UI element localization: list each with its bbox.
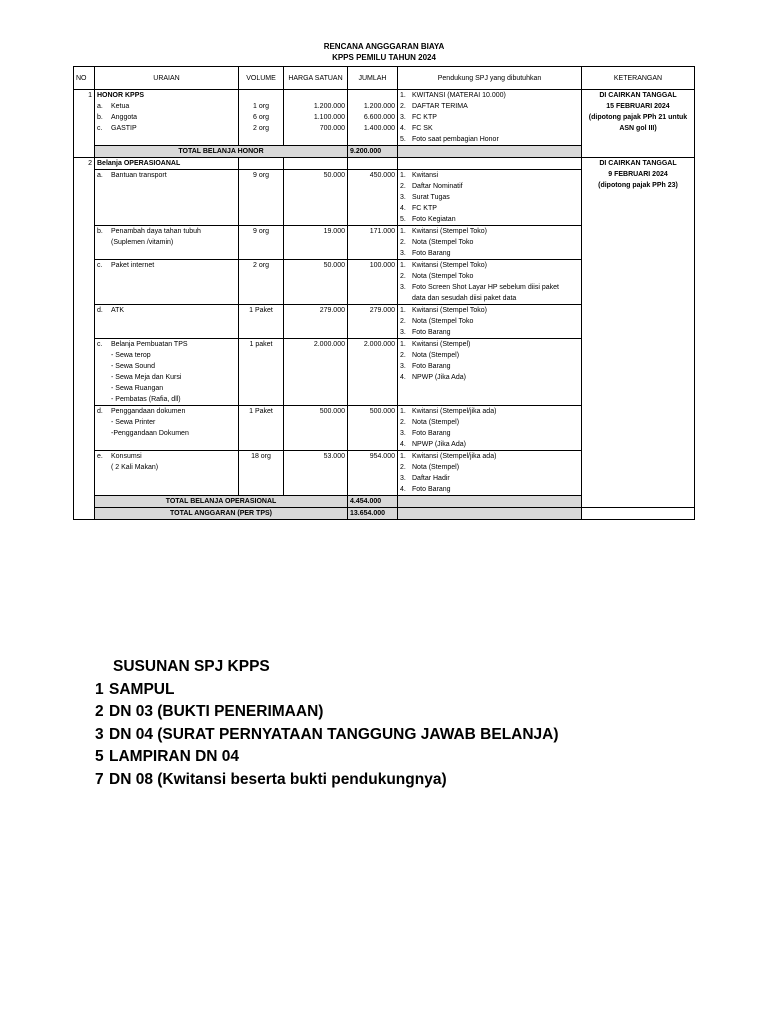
- doc-number: 4.: [400, 486, 406, 493]
- susunan-item-label: DN 08 (Kwitansi beserta bukti pendukungnya): [109, 770, 447, 788]
- pendukung-cell: 3. Foto Barang: [398, 361, 582, 372]
- jumlah-cell: 1.200.000: [348, 101, 398, 112]
- volume-cell: [239, 316, 284, 327]
- uraian-cell: (Suplemen /vitamin): [95, 237, 239, 248]
- pendukung-cell: 3. Foto Barang: [398, 428, 582, 439]
- item-letter: c.: [97, 262, 103, 269]
- harga-cell: [284, 462, 348, 473]
- uraian-cell: [95, 327, 239, 339]
- table-cell: [239, 158, 284, 170]
- susunan-item: [95, 679, 559, 702]
- volume-cell: [239, 327, 284, 339]
- susunan-item: [95, 724, 559, 747]
- susunan-item-label: SAMPUL: [109, 680, 175, 698]
- pendukung-cell: 2. Nota (Stempel Toko: [398, 237, 582, 248]
- harga-cell: [284, 248, 348, 260]
- jumlah-cell: [348, 214, 398, 226]
- uraian-cell: [95, 484, 239, 496]
- harga-cell: 700.000: [284, 123, 348, 134]
- uraian-cell: - Sewa Sound: [95, 361, 239, 372]
- table-cell: [398, 158, 582, 170]
- susunan-spj-list: [95, 656, 559, 791]
- susunan-title: SUSUNAN SPJ KPPS: [113, 658, 270, 675]
- grand-total-row: [74, 508, 695, 520]
- harga-cell: [284, 282, 348, 293]
- jumlah-cell: 1.400.000: [348, 123, 398, 134]
- pendukung-cell: 2. DAFTAR TERIMA: [398, 101, 582, 112]
- jumlah-cell: [348, 484, 398, 496]
- jumlah-cell: 279.000: [348, 305, 398, 317]
- total-honor-value: 9.200.000: [348, 146, 398, 158]
- keterangan-line: (dipotong pajak PPh 23): [598, 182, 678, 189]
- doc-number: 2.: [400, 273, 406, 280]
- row-number: 1: [74, 90, 95, 158]
- document-subtitle: KPPS PEMILU TAHUN 2024: [332, 53, 436, 62]
- uraian-cell: [95, 282, 239, 293]
- harga-cell: 19.000: [284, 226, 348, 238]
- jumlah-cell: 100.000: [348, 260, 398, 272]
- volume-cell: [239, 214, 284, 226]
- volume-cell: 1 Paket: [239, 305, 284, 317]
- jumlah-cell: [348, 282, 398, 293]
- uraian-cell: c. GASTIP: [95, 123, 239, 134]
- harga-cell: [284, 214, 348, 226]
- susunan-item-number: 5: [95, 748, 104, 765]
- header-volume: VOLUME: [239, 67, 284, 90]
- header-harga-satuan: HARGA SATUAN: [284, 67, 348, 90]
- header-keterangan: KETERANGAN: [582, 67, 695, 90]
- harga-cell: [284, 417, 348, 428]
- jumlah-cell: [348, 417, 398, 428]
- harga-cell: 53.000: [284, 451, 348, 463]
- total-honor-label: TOTAL BELANJA HONOR: [95, 146, 348, 158]
- harga-cell: [284, 293, 348, 305]
- table-cell: [398, 146, 582, 158]
- harga-cell: 50.000: [284, 170, 348, 182]
- volume-cell: 1 paket: [239, 339, 284, 351]
- harga-cell: [284, 394, 348, 406]
- volume-cell: [239, 237, 284, 248]
- pendukung-cell: [398, 394, 582, 406]
- uraian-cell: b. Anggota: [95, 112, 239, 123]
- header-uraian: URAIAN: [95, 67, 239, 90]
- jumlah-cell: [348, 428, 398, 439]
- pendukung-cell: 1. Kwitansi (Stempel Toko): [398, 260, 582, 272]
- pendukung-cell: 1. Kwitansi (Stempel/jika ada): [398, 406, 582, 418]
- table-cell: [284, 90, 348, 102]
- item-letter: e.: [97, 453, 103, 460]
- pendukung-cell: 1. KWITANSI (MATERAI 10.000): [398, 90, 582, 102]
- jumlah-cell: 954.000: [348, 451, 398, 463]
- harga-cell: 500.000: [284, 406, 348, 418]
- budget-table-body: [74, 67, 695, 520]
- uraian-cell: e. Konsumsi: [95, 451, 239, 463]
- harga-cell: [284, 316, 348, 327]
- operasional-title-row: [74, 158, 695, 170]
- budget-table: [73, 66, 695, 520]
- harga-cell: [284, 181, 348, 192]
- harga-cell: [284, 439, 348, 451]
- document-title: RENCANA ANGGGARAN BIAYA: [323, 42, 445, 51]
- keterangan-line: (dipotong pajak PPh 21 untuk ASN gol III): [588, 114, 688, 132]
- item-letter: c.: [97, 125, 103, 132]
- volume-cell: [239, 282, 284, 293]
- doc-number: 5.: [400, 136, 406, 143]
- susunan-item: [95, 769, 559, 792]
- volume-cell: [239, 372, 284, 383]
- doc-number: 4.: [400, 374, 406, 381]
- volume-cell: [239, 203, 284, 214]
- doc-number: 2.: [400, 352, 406, 359]
- pendukung-cell: 3. Foto Screen Shot Layar HP sebelum diisi paket: [398, 282, 582, 293]
- uraian-cell: [95, 293, 239, 305]
- uraian-cell: - Sewa Printer: [95, 417, 239, 428]
- pendukung-cell: 2. Nota (Stempel Toko: [398, 271, 582, 282]
- jumlah-cell: 500.000: [348, 406, 398, 418]
- pendukung-cell: 4. NPWP (Jika Ada): [398, 439, 582, 451]
- jumlah-cell: [348, 372, 398, 383]
- susunan-items: [95, 679, 559, 792]
- header-jumlah: JUMLAH: [348, 67, 398, 90]
- pendukung-cell: 1. Kwitansi (Stempel/jika ada): [398, 451, 582, 463]
- doc-number: 2.: [400, 239, 406, 246]
- jumlah-cell: [348, 192, 398, 203]
- uraian-cell: [95, 316, 239, 327]
- harga-cell: [284, 271, 348, 282]
- susunan-item: [95, 701, 559, 724]
- harga-cell: [284, 473, 348, 484]
- jumlah-cell: [348, 316, 398, 327]
- table-cell: [582, 508, 695, 520]
- pendukung-cell: data dan sesudah diisi paket data: [398, 293, 582, 305]
- item-letter: b.: [97, 114, 103, 121]
- doc-number: 1.: [400, 228, 406, 235]
- pendukung-cell: 1. Kwitansi: [398, 170, 582, 182]
- doc-number: 2.: [400, 464, 406, 471]
- susunan-item: [95, 746, 559, 769]
- harga-cell: 279.000: [284, 305, 348, 317]
- pendukung-cell: 1. Kwitansi (Stempel Toko): [398, 305, 582, 317]
- uraian-cell: d. Penggandaan dokumen: [95, 406, 239, 418]
- jumlah-cell: 171.000: [348, 226, 398, 238]
- jumlah-cell: 450.000: [348, 170, 398, 182]
- volume-cell: [239, 350, 284, 361]
- total-operasional-value: 4.454.000: [348, 496, 398, 508]
- pendukung-cell: 4. NPWP (Jika Ada): [398, 372, 582, 383]
- volume-cell: [239, 428, 284, 439]
- uraian-cell: [95, 192, 239, 203]
- doc-number: 1.: [400, 92, 406, 99]
- harga-cell: [284, 237, 348, 248]
- table-cell: [284, 158, 348, 170]
- honor-row: [74, 90, 695, 102]
- doc-number: 1.: [400, 408, 406, 415]
- harga-cell: [284, 350, 348, 361]
- pendukung-cell: 3. Surat Tugas: [398, 192, 582, 203]
- doc-number: 1.: [400, 453, 406, 460]
- section-title: Belanja OPERASIOANAL: [95, 158, 239, 170]
- susunan-item-number: 7: [95, 770, 104, 788]
- harga-cell: 1.200.000: [284, 101, 348, 112]
- jumlah-cell: [348, 271, 398, 282]
- doc-number: 1.: [400, 262, 406, 269]
- doc-number: 2.: [400, 318, 406, 325]
- pendukung-cell: 3. Foto Barang: [398, 248, 582, 260]
- table-cell: [398, 508, 582, 520]
- keterangan-line: DI CAIRKAN TANGGAL: [599, 160, 677, 167]
- item-letter: a.: [97, 103, 103, 110]
- grand-total-value: 13.654.000: [348, 508, 398, 520]
- volume-cell: [239, 462, 284, 473]
- harga-cell: [284, 327, 348, 339]
- uraian-cell: [95, 203, 239, 214]
- pendukung-cell: 4. FC SK: [398, 123, 582, 134]
- volume-cell: 1 org: [239, 101, 284, 112]
- doc-number: 1.: [400, 341, 406, 348]
- pendukung-cell: 2. Nota (Stempel Toko: [398, 316, 582, 327]
- table-cell: [348, 134, 398, 146]
- uraian-cell: [95, 214, 239, 226]
- jumlah-cell: [348, 462, 398, 473]
- uraian-cell: ( 2 Kali Makan): [95, 462, 239, 473]
- section-title: HONOR KPPS: [95, 90, 239, 102]
- susunan-item-number: 1: [95, 680, 104, 698]
- pendukung-cell: 3. Foto Barang: [398, 327, 582, 339]
- doc-number: 3.: [400, 475, 406, 482]
- doc-number: 3.: [400, 329, 406, 336]
- table-cell: [284, 134, 348, 146]
- pendukung-cell: 2. Nota (Stempel): [398, 417, 582, 428]
- volume-cell: [239, 394, 284, 406]
- harga-cell: [284, 361, 348, 372]
- pendukung-cell: 2. Nota (Stempel): [398, 350, 582, 361]
- uraian-cell: c. Paket internet: [95, 260, 239, 272]
- uraian-cell: - Sewa Meja dan Kursi: [95, 372, 239, 383]
- uraian-cell: c. Belanja Pembuatan TPS: [95, 339, 239, 351]
- susunan-item-label: DN 03 (BUKTI PENERIMAAN): [109, 703, 324, 720]
- jumlah-cell: [348, 361, 398, 372]
- volume-cell: [239, 473, 284, 484]
- volume-cell: [239, 484, 284, 496]
- uraian-cell: d. ATK: [95, 305, 239, 317]
- doc-number: 2.: [400, 183, 406, 190]
- susunan-item-label: DN 04 (SURAT PERNYATAAN TANGGUNG JAWAB BELANJA): [109, 725, 559, 743]
- uraian-cell: b. Penambah daya tahan tubuh: [95, 226, 239, 238]
- volume-cell: 9 org: [239, 226, 284, 238]
- jumlah-cell: [348, 350, 398, 361]
- jumlah-cell: 2.000.000: [348, 339, 398, 351]
- doc-number: 4.: [400, 125, 406, 132]
- volume-cell: [239, 361, 284, 372]
- table-cell: [398, 496, 582, 508]
- uraian-cell: a. Bantuan transport: [95, 170, 239, 182]
- pendukung-cell: 4. Foto Barang: [398, 484, 582, 496]
- header-no: NO: [74, 67, 95, 90]
- table-cell: [239, 90, 284, 102]
- harga-cell: [284, 383, 348, 394]
- volume-cell: [239, 417, 284, 428]
- doc-number: 2.: [400, 419, 406, 426]
- table-cell: [239, 134, 284, 146]
- keterangan-line: 15 FEBRUARI 2024: [606, 103, 670, 110]
- uraian-cell: - Sewa terop: [95, 350, 239, 361]
- susunan-item-label: LAMPIRAN DN 04: [109, 748, 240, 765]
- pendukung-cell: 4. FC KTP: [398, 203, 582, 214]
- harga-cell: [284, 372, 348, 383]
- jumlah-cell: [348, 293, 398, 305]
- jumlah-cell: [348, 181, 398, 192]
- pendukung-cell: 1. Kwitansi (Stempel): [398, 339, 582, 351]
- doc-number: 3.: [400, 430, 406, 437]
- volume-cell: 6 org: [239, 112, 284, 123]
- doc-number: 1.: [400, 307, 406, 314]
- total-operasional-label: TOTAL BELANJA OPERASIONAL: [95, 496, 348, 508]
- volume-cell: 2 org: [239, 123, 284, 134]
- volume-cell: 1 Paket: [239, 406, 284, 418]
- uraian-cell: [95, 181, 239, 192]
- jumlah-cell: [348, 383, 398, 394]
- doc-number: 2.: [400, 103, 406, 110]
- volume-cell: [239, 271, 284, 282]
- keterangan-line: DI CAIRKAN TANGGAL: [599, 92, 677, 99]
- uraian-cell: [95, 439, 239, 451]
- susunan-item-number: 2: [95, 703, 104, 720]
- volume-cell: 9 org: [239, 170, 284, 182]
- keterangan-operasional: [582, 158, 695, 508]
- item-letter: a.: [97, 172, 103, 179]
- table-cell: [74, 508, 95, 520]
- item-letter: d.: [97, 307, 103, 314]
- jumlah-cell: [348, 439, 398, 451]
- doc-number: 3.: [400, 363, 406, 370]
- item-letter: b.: [97, 228, 103, 235]
- doc-number: 4.: [400, 441, 406, 448]
- harga-cell: [284, 428, 348, 439]
- pendukung-cell: 3. Daftar Hadir: [398, 473, 582, 484]
- pendukung-cell: 5. Foto saat pembagian Honor: [398, 134, 582, 146]
- pendukung-cell: 2. Daftar Nominatif: [398, 181, 582, 192]
- keterangan-honor: [582, 90, 695, 158]
- harga-cell: 1.100.000: [284, 112, 348, 123]
- jumlah-cell: [348, 327, 398, 339]
- volume-cell: [239, 248, 284, 260]
- doc-number: 3.: [400, 250, 406, 257]
- harga-cell: [284, 203, 348, 214]
- susunan-item-number: 3: [95, 725, 104, 743]
- harga-cell: [284, 192, 348, 203]
- volume-cell: [239, 383, 284, 394]
- doc-number: 3.: [400, 194, 406, 201]
- pendukung-cell: 5. Foto Kegiatan: [398, 214, 582, 226]
- volume-cell: [239, 181, 284, 192]
- pendukung-cell: [398, 383, 582, 394]
- volume-cell: 18 org: [239, 451, 284, 463]
- doc-number: 1.: [400, 172, 406, 179]
- pendukung-cell: 3. FC KTP: [398, 112, 582, 123]
- uraian-cell: [95, 473, 239, 484]
- uraian-cell: a. Ketua: [95, 101, 239, 112]
- jumlah-cell: [348, 473, 398, 484]
- header-pendukung: Pendukung SPJ yang dibutuhkan: [398, 67, 582, 90]
- jumlah-cell: [348, 203, 398, 214]
- doc-number: 4.: [400, 205, 406, 212]
- jumlah-cell: [348, 237, 398, 248]
- table-cell: [95, 134, 239, 146]
- jumlah-cell: 6.600.000: [348, 112, 398, 123]
- pendukung-cell: 1. Kwitansi (Stempel Toko): [398, 226, 582, 238]
- keterangan-line: 9 FEBRUARI 2024: [608, 171, 668, 178]
- harga-cell: 2.000.000: [284, 339, 348, 351]
- harga-cell: [284, 484, 348, 496]
- jumlah-cell: [348, 394, 398, 406]
- volume-cell: [239, 439, 284, 451]
- doc-number: 3.: [400, 284, 406, 291]
- table-cell: [348, 90, 398, 102]
- grand-total-label: TOTAL ANGGARAN (PER TPS): [95, 508, 348, 520]
- uraian-cell: - Sewa Ruangan: [95, 383, 239, 394]
- pendukung-cell: 2. Nota (Stempel): [398, 462, 582, 473]
- volume-cell: [239, 192, 284, 203]
- row-number: 2: [74, 158, 95, 508]
- jumlah-cell: [348, 248, 398, 260]
- item-letter: d.: [97, 408, 103, 415]
- harga-cell: 50.000: [284, 260, 348, 272]
- doc-number: 5.: [400, 216, 406, 223]
- uraian-cell: [95, 248, 239, 260]
- doc-number: 3.: [400, 114, 406, 121]
- volume-cell: [239, 293, 284, 305]
- volume-cell: 2 org: [239, 260, 284, 272]
- uraian-cell: -Penggandaan Dokumen: [95, 428, 239, 439]
- item-letter: c.: [97, 341, 103, 348]
- table-cell: [348, 158, 398, 170]
- table-header-row: [74, 67, 695, 90]
- uraian-cell: - Pembatas (Rafia, dll): [95, 394, 239, 406]
- uraian-cell: [95, 271, 239, 282]
